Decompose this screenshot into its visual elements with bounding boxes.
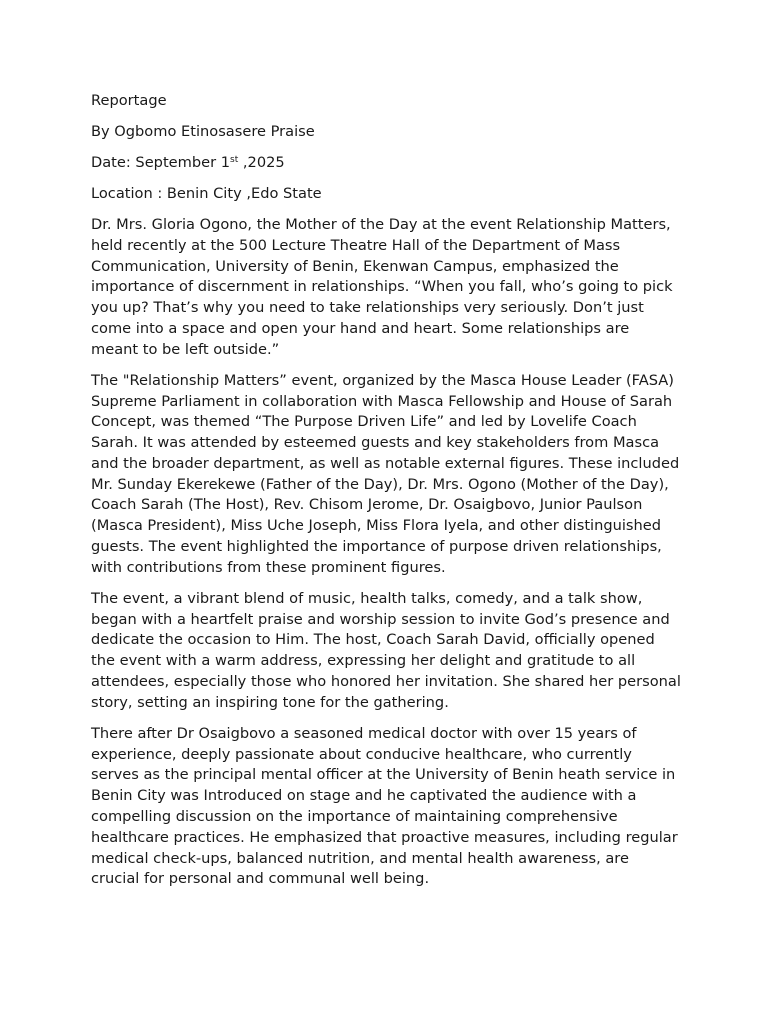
byline: By Ogbomo Etinosasere Praise bbox=[91, 122, 315, 140]
date-ordinal: st bbox=[230, 154, 239, 165]
document-title: Reportage bbox=[91, 92, 167, 109]
date-line bbox=[91, 153, 681, 174]
paragraph-1: Dr. Mrs. Gloria Ogono, the Mother of the Day at the event Relationship Matters, held recently at the 500 Lecture Theatre Hall of the Department of Mass Communication, University of Benin, Ekenwan Campus, emphasized the importance of discernment in relationships. “When you fall, who’s going to pick you up? That’s why you need to take relationships very seriously. Don’t just come into a space and open your hand and heart. Some relationships are meant to be left outside.” bbox=[91, 215, 673, 358]
date-prefix: Date: September 1 bbox=[91, 153, 231, 171]
document-page bbox=[91, 91, 681, 900]
paragraph-3: The event, a vibrant blend of music, health talks, comedy, and a talk show, began with a heartfelt praise and worship session to invite God’s presence and dedicate the occasion to Him. The host, Coach Sarah David, officially opened the event with a warm address, expressing her delight and gratitude to all attendees, especially those who honored her invitation. She shared her personal story, setting an inspiring tone for the gathering. bbox=[91, 589, 681, 711]
date-suffix: ,2025 bbox=[238, 153, 285, 171]
paragraph-2: The "Relationship Matters” event, organized by the Masca House Leader (FASA) Supreme Parliament in collaboration with Masca Fellowship and House of Sarah Concept, was themed “The Purpose Driven Life” and led by Lovelife Coach Sarah. It was attended by esteemed guests and key stakeholders from Masca and the broader department, as well as notable external figures. These included Mr. Sunday Ekerekewe (Father of the Day), Dr. Mrs. Ogono (Mother of the Day), Coach Sarah (The Host), Rev. Chisom Jerome, Dr. Osaigbovo, Junior Paulson (Masca President), Miss Uche Joseph, Miss Flora Iyela, and other distinguished guests. The event highlighted the importance of purpose driven relationships, with contributions from these prominent figures. bbox=[91, 371, 680, 576]
location-line: Location : Benin City ,Edo State bbox=[91, 184, 322, 202]
paragraph-4: There after Dr Osaigbovo a seasoned medical doctor with over 15 years of experience, deeply passionate about conducive healthcare, who currently serves as the principal mental officer at the University of Benin heath service in Benin City was Introduced on stage and he captivated the audience with a compelling discussion on the importance of maintaining comprehensive healthcare practices. He emphasized that proactive measures, including regular medical check-ups, balanced nutrition, and mental health awareness, are crucial for personal and communal well being. bbox=[91, 724, 678, 888]
